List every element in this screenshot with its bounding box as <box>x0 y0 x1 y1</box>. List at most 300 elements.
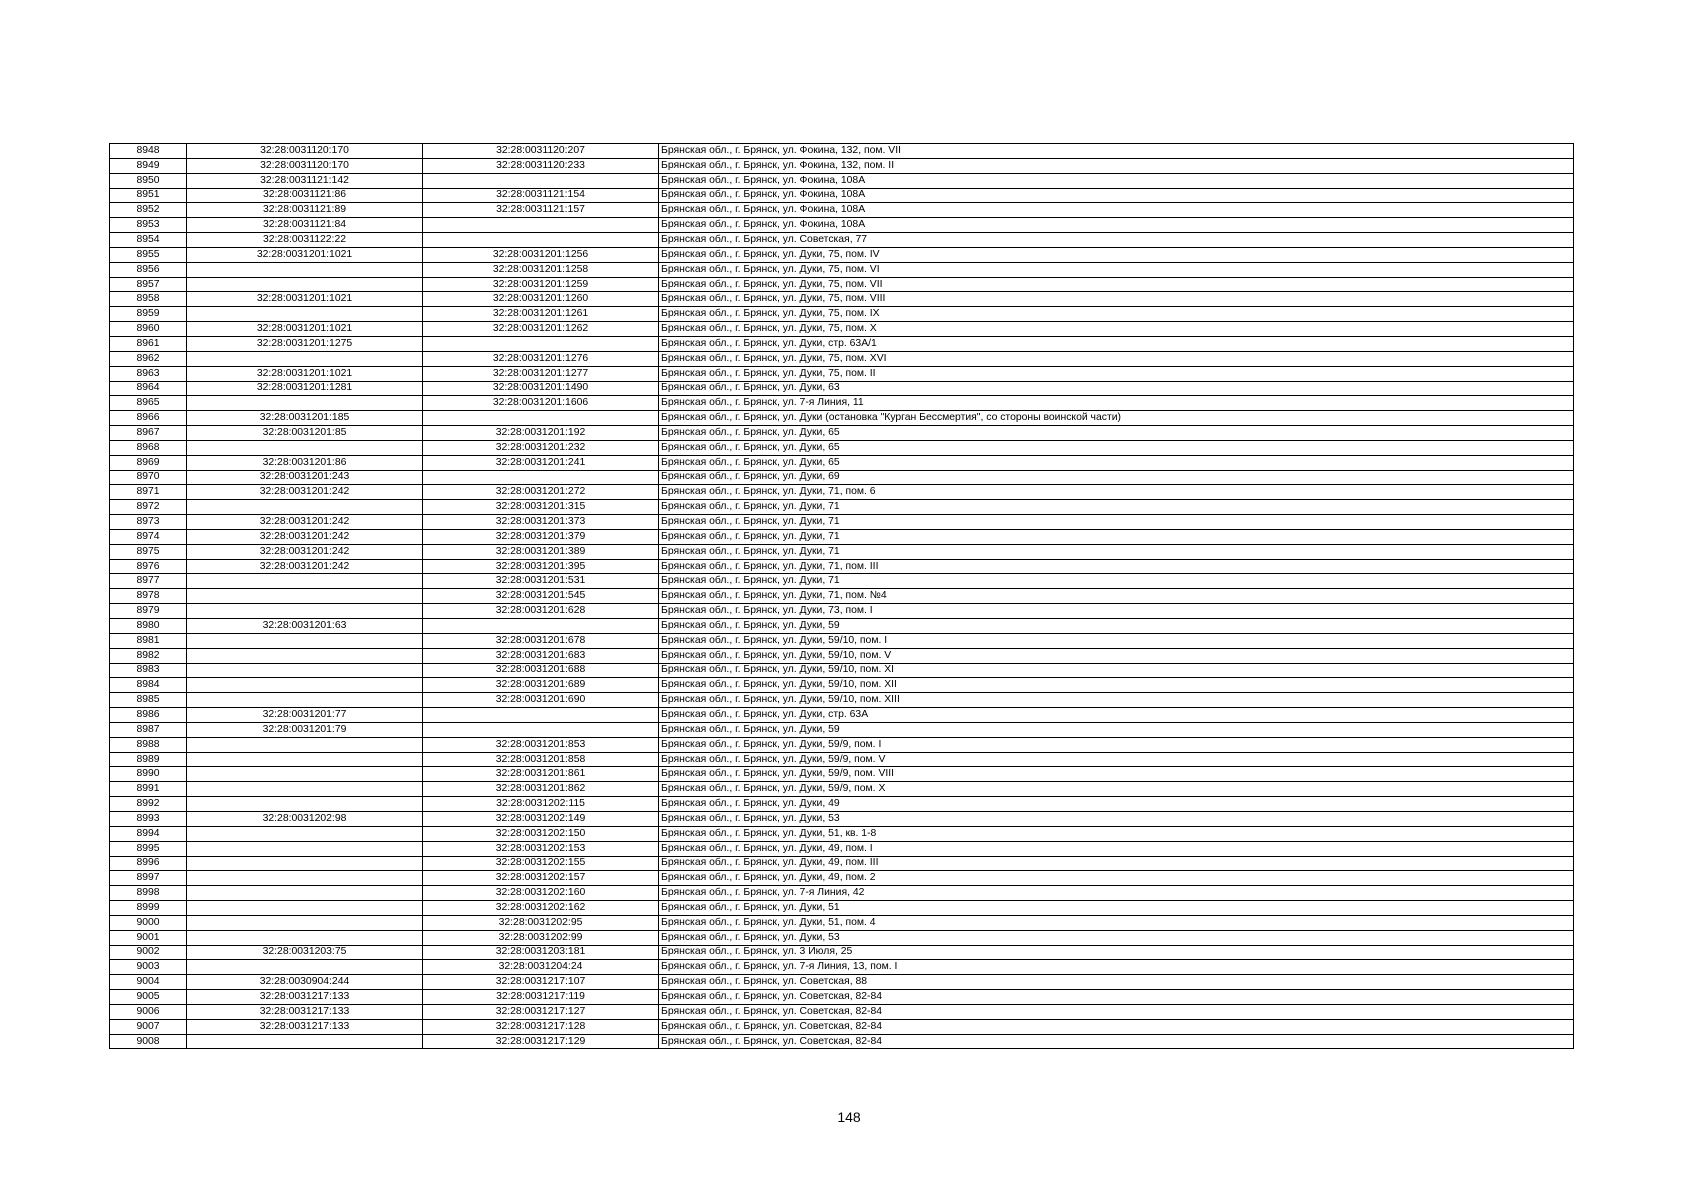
premises-cadastral-number-cell: 32:28:0031201:192 <box>423 426 659 441</box>
table-row <box>110 990 1574 1005</box>
table-row <box>110 901 1574 916</box>
address-cell: Брянская обл., г. Брянск, ул. Фокина, 108А <box>659 188 1574 203</box>
cadastral-number-cell: 32:28:0031201:1021 <box>187 322 423 337</box>
table-row <box>110 277 1574 292</box>
cadastral-number-cell: 32:28:0030904:244 <box>187 975 423 990</box>
premises-cadastral-number-cell <box>423 218 659 233</box>
row-number-cell: 8950 <box>110 173 187 188</box>
cadastral-number-cell: 32:28:0031201:242 <box>187 544 423 559</box>
address-cell: Брянская обл., г. Брянск, ул. 7-я Линия, 11 <box>659 396 1574 411</box>
cadastral-number-cell <box>187 856 423 871</box>
registry-table <box>109 143 1574 1049</box>
address-cell: Брянская обл., г. Брянск, ул. Дуки, 49 <box>659 797 1574 812</box>
premises-cadastral-number-cell: 32:28:0031201:678 <box>423 633 659 648</box>
cadastral-number-cell <box>187 663 423 678</box>
table-row <box>110 975 1574 990</box>
row-number-cell: 8967 <box>110 426 187 441</box>
address-cell: Брянская обл., г. Брянск, ул. Дуки, 51, пом. 4 <box>659 915 1574 930</box>
premises-cadastral-number-cell: 32:28:0031201:232 <box>423 440 659 455</box>
table-row <box>110 396 1574 411</box>
row-number-cell: 8988 <box>110 737 187 752</box>
row-number-cell: 8959 <box>110 307 187 322</box>
cadastral-number-cell <box>187 797 423 812</box>
table-row <box>110 544 1574 559</box>
cadastral-number-cell <box>187 1034 423 1049</box>
row-number-cell: 8964 <box>110 381 187 396</box>
cadastral-number-cell: 32:28:0031201:242 <box>187 559 423 574</box>
row-number-cell: 8999 <box>110 901 187 916</box>
cadastral-number-cell <box>187 351 423 366</box>
address-cell: Брянская обл., г. Брянск, ул. 3 Июля, 25 <box>659 945 1574 960</box>
address-cell: Брянская обл., г. Брянск, ул. Дуки, 75, пом. VIII <box>659 292 1574 307</box>
premises-cadastral-number-cell: 32:28:0031201:531 <box>423 574 659 589</box>
table-row <box>110 203 1574 218</box>
premises-cadastral-number-cell: 32:28:0031201:272 <box>423 485 659 500</box>
address-cell: Брянская обл., г. Брянск, ул. Дуки, 59/10, пом. V <box>659 648 1574 663</box>
row-number-cell: 9007 <box>110 1019 187 1034</box>
table-row <box>110 440 1574 455</box>
address-cell: Брянская обл., г. Брянск, ул. Дуки, 65 <box>659 426 1574 441</box>
table-row <box>110 1004 1574 1019</box>
row-number-cell: 9000 <box>110 915 187 930</box>
address-cell: Брянская обл., г. Брянск, ул. Советская, 82-84 <box>659 1034 1574 1049</box>
premises-cadastral-number-cell <box>423 173 659 188</box>
cadastral-number-cell: 32:28:0031120:170 <box>187 144 423 159</box>
table-row <box>110 233 1574 248</box>
cadastral-number-cell <box>187 960 423 975</box>
premises-cadastral-number-cell: 32:28:0031121:154 <box>423 188 659 203</box>
premises-cadastral-number-cell: 32:28:0031201:858 <box>423 752 659 767</box>
cadastral-number-cell <box>187 396 423 411</box>
row-number-cell: 8960 <box>110 322 187 337</box>
address-cell: Брянская обл., г. Брянск, ул. Дуки, 59/10, пом. XII <box>659 678 1574 693</box>
premises-cadastral-number-cell <box>423 619 659 634</box>
table-row <box>110 411 1574 426</box>
cadastral-number-cell <box>187 737 423 752</box>
cadastral-number-cell: 32:28:0031201:242 <box>187 529 423 544</box>
row-number-cell: 8990 <box>110 767 187 782</box>
address-cell: Брянская обл., г. Брянск, ул. Фокина, 132, пом. II <box>659 158 1574 173</box>
table-row <box>110 336 1574 351</box>
row-number-cell: 8956 <box>110 262 187 277</box>
table-row <box>110 455 1574 470</box>
cadastral-number-cell: 32:28:0031122:22 <box>187 233 423 248</box>
table-row <box>110 619 1574 634</box>
cadastral-number-cell <box>187 915 423 930</box>
premises-cadastral-number-cell: 32:28:0031201:1277 <box>423 366 659 381</box>
table-row <box>110 1019 1574 1034</box>
address-cell: Брянская обл., г. Брянск, ул. Дуки, 75, пом. IV <box>659 247 1574 262</box>
premises-cadastral-number-cell: 32:28:0031204:24 <box>423 960 659 975</box>
table-row <box>110 188 1574 203</box>
cadastral-number-cell <box>187 693 423 708</box>
premises-cadastral-number-cell: 32:28:0031202:162 <box>423 901 659 916</box>
address-cell: Брянская обл., г. Брянск, ул. Дуки, 71, пом. 6 <box>659 485 1574 500</box>
row-number-cell: 8991 <box>110 782 187 797</box>
premises-cadastral-number-cell: 32:28:0031203:181 <box>423 945 659 960</box>
cadastral-number-cell <box>187 262 423 277</box>
premises-cadastral-number-cell: 32:28:0031202:115 <box>423 797 659 812</box>
cadastral-number-cell: 32:28:0031201:1281 <box>187 381 423 396</box>
address-cell: Брянская обл., г. Брянск, ул. Дуки, 71 <box>659 574 1574 589</box>
table-row <box>110 500 1574 515</box>
address-cell: Брянская обл., г. Брянск, ул. Советская, 88 <box>659 975 1574 990</box>
row-number-cell: 8983 <box>110 663 187 678</box>
cadastral-number-cell: 32:28:0031120:170 <box>187 158 423 173</box>
table-row <box>110 797 1574 812</box>
row-number-cell: 8996 <box>110 856 187 871</box>
row-number-cell: 8985 <box>110 693 187 708</box>
row-number-cell: 8952 <box>110 203 187 218</box>
table-row <box>110 811 1574 826</box>
cadastral-number-cell <box>187 826 423 841</box>
premises-cadastral-number-cell: 32:28:0031201:379 <box>423 529 659 544</box>
row-number-cell: 8962 <box>110 351 187 366</box>
cadastral-number-cell: 32:28:0031121:142 <box>187 173 423 188</box>
address-cell: Брянская обл., г. Брянск, ул. Дуки, 75, пом. IX <box>659 307 1574 322</box>
address-cell: Брянская обл., г. Брянск, ул. Дуки, 65 <box>659 440 1574 455</box>
table-row <box>110 589 1574 604</box>
premises-cadastral-number-cell: 32:28:0031217:107 <box>423 975 659 990</box>
cadastral-number-cell: 32:28:0031201:1021 <box>187 292 423 307</box>
premises-cadastral-number-cell: 32:28:0031201:690 <box>423 693 659 708</box>
address-cell: Брянская обл., г. Брянск, ул. Дуки, 75, пом. II <box>659 366 1574 381</box>
premises-cadastral-number-cell: 32:28:0031201:689 <box>423 678 659 693</box>
row-number-cell: 8986 <box>110 708 187 723</box>
row-number-cell: 9008 <box>110 1034 187 1049</box>
row-number-cell: 8973 <box>110 515 187 530</box>
premises-cadastral-number-cell: 32:28:0031201:1276 <box>423 351 659 366</box>
cadastral-number-cell <box>187 589 423 604</box>
premises-cadastral-number-cell <box>423 470 659 485</box>
cadastral-number-cell <box>187 648 423 663</box>
table-row <box>110 930 1574 945</box>
row-number-cell: 8951 <box>110 188 187 203</box>
table-row <box>110 559 1574 574</box>
address-cell: Брянская обл., г. Брянск, ул. Дуки, стр. 63А <box>659 708 1574 723</box>
premises-cadastral-number-cell: 32:28:0031201:862 <box>423 782 659 797</box>
row-number-cell: 8958 <box>110 292 187 307</box>
row-number-cell: 8979 <box>110 604 187 619</box>
row-number-cell: 8948 <box>110 144 187 159</box>
cadastral-number-cell <box>187 886 423 901</box>
row-number-cell: 9002 <box>110 945 187 960</box>
cadastral-number-cell: 32:28:0031201:79 <box>187 722 423 737</box>
premises-cadastral-number-cell: 32:28:0031201:1258 <box>423 262 659 277</box>
address-cell: Брянская обл., г. Брянск, ул. Дуки, 59/9, пом. X <box>659 782 1574 797</box>
premises-cadastral-number-cell: 32:28:0031202:153 <box>423 841 659 856</box>
row-number-cell: 8949 <box>110 158 187 173</box>
table-row <box>110 856 1574 871</box>
cadastral-number-cell: 32:28:0031201:1021 <box>187 366 423 381</box>
premises-cadastral-number-cell: 32:28:0031120:233 <box>423 158 659 173</box>
table-row <box>110 144 1574 159</box>
row-number-cell: 8995 <box>110 841 187 856</box>
address-cell: Брянская обл., г. Брянск, ул. Дуки, 59/10, пом. XI <box>659 663 1574 678</box>
cadastral-number-cell: 32:28:0031121:86 <box>187 188 423 203</box>
address-cell: Брянская обл., г. Брянск, ул. Дуки, 69 <box>659 470 1574 485</box>
table-row <box>110 262 1574 277</box>
row-number-cell: 8966 <box>110 411 187 426</box>
address-cell: Брянская обл., г. Брянск, ул. Дуки, 71 <box>659 529 1574 544</box>
premises-cadastral-number-cell: 32:28:0031202:95 <box>423 915 659 930</box>
premises-cadastral-number-cell: 32:28:0031201:389 <box>423 544 659 559</box>
premises-cadastral-number-cell: 32:28:0031217:119 <box>423 990 659 1005</box>
cadastral-number-cell <box>187 767 423 782</box>
cadastral-number-cell <box>187 440 423 455</box>
row-number-cell: 8969 <box>110 455 187 470</box>
row-number-cell: 8965 <box>110 396 187 411</box>
cadastral-number-cell <box>187 307 423 322</box>
premises-cadastral-number-cell: 32:28:0031201:853 <box>423 737 659 752</box>
address-cell: Брянская обл., г. Брянск, ул. 7-я Линия, 13, пом. I <box>659 960 1574 975</box>
premises-cadastral-number-cell <box>423 233 659 248</box>
cadastral-number-cell: 32:28:0031217:133 <box>187 990 423 1005</box>
address-cell: Брянская обл., г. Брянск, ул. Дуки, 75, пом. VI <box>659 262 1574 277</box>
row-number-cell: 8980 <box>110 619 187 634</box>
table-row <box>110 426 1574 441</box>
address-cell: Брянская обл., г. Брянск, ул. Дуки, 59/9, пом. I <box>659 737 1574 752</box>
table-row <box>110 604 1574 619</box>
table-row <box>110 945 1574 960</box>
address-cell: Брянская обл., г. Брянск, ул. Дуки, 75, пом. X <box>659 322 1574 337</box>
premises-cadastral-number-cell: 32:28:0031201:315 <box>423 500 659 515</box>
premises-cadastral-number-cell: 32:28:0031201:241 <box>423 455 659 470</box>
table-row <box>110 247 1574 262</box>
table-row <box>110 708 1574 723</box>
table-row <box>110 381 1574 396</box>
address-cell: Брянская обл., г. Брянск, ул. Дуки, 73, пом. I <box>659 604 1574 619</box>
table-row <box>110 737 1574 752</box>
table-row <box>110 678 1574 693</box>
row-number-cell: 9005 <box>110 990 187 1005</box>
cadastral-number-cell: 32:28:0031217:133 <box>187 1019 423 1034</box>
premises-cadastral-number-cell: 32:28:0031201:395 <box>423 559 659 574</box>
table-row <box>110 648 1574 663</box>
page-number: 148 <box>837 1109 861 1125</box>
table-row <box>110 915 1574 930</box>
address-cell: Брянская обл., г. Брянск, ул. Фокина, 132, пом. VII <box>659 144 1574 159</box>
address-cell: Брянская обл., г. Брянск, ул. Советская, 82-84 <box>659 1019 1574 1034</box>
cadastral-number-cell: 32:28:0031201:243 <box>187 470 423 485</box>
cadastral-number-cell: 32:28:0031121:84 <box>187 218 423 233</box>
row-number-cell: 8993 <box>110 811 187 826</box>
table-row <box>110 470 1574 485</box>
premises-cadastral-number-cell: 32:28:0031217:128 <box>423 1019 659 1034</box>
cadastral-number-cell: 32:28:0031217:133 <box>187 1004 423 1019</box>
address-cell: Брянская обл., г. Брянск, ул. Дуки, 59/10, пом. I <box>659 633 1574 648</box>
table-row <box>110 633 1574 648</box>
premises-cadastral-number-cell: 32:28:0031201:1490 <box>423 381 659 396</box>
address-cell: Брянская обл., г. Брянск, ул. Дуки, 59/9, пом. VIII <box>659 767 1574 782</box>
row-number-cell: 9006 <box>110 1004 187 1019</box>
cadastral-number-cell: 32:28:0031201:85 <box>187 426 423 441</box>
table-row <box>110 515 1574 530</box>
premises-cadastral-number-cell: 32:28:0031202:157 <box>423 871 659 886</box>
cadastral-number-cell: 32:28:0031201:86 <box>187 455 423 470</box>
table-row <box>110 574 1574 589</box>
row-number-cell: 9001 <box>110 930 187 945</box>
cadastral-number-cell: 32:28:0031201:1021 <box>187 247 423 262</box>
cadastral-number-cell: 32:28:0031201:185 <box>187 411 423 426</box>
cadastral-number-cell <box>187 277 423 292</box>
row-number-cell: 8961 <box>110 336 187 351</box>
address-cell: Брянская обл., г. Брянск, ул. Дуки, стр. 63А/1 <box>659 336 1574 351</box>
premises-cadastral-number-cell: 32:28:0031202:149 <box>423 811 659 826</box>
row-number-cell: 8981 <box>110 633 187 648</box>
premises-cadastral-number-cell: 32:28:0031120:207 <box>423 144 659 159</box>
table-row <box>110 693 1574 708</box>
premises-cadastral-number-cell: 32:28:0031201:1261 <box>423 307 659 322</box>
row-number-cell: 8957 <box>110 277 187 292</box>
premises-cadastral-number-cell: 32:28:0031201:688 <box>423 663 659 678</box>
row-number-cell: 8953 <box>110 218 187 233</box>
cadastral-number-cell: 32:28:0031201:77 <box>187 708 423 723</box>
cadastral-number-cell: 32:28:0031201:242 <box>187 515 423 530</box>
address-cell: Брянская обл., г. Брянск, ул. Дуки, 51 <box>659 901 1574 916</box>
row-number-cell: 8992 <box>110 797 187 812</box>
premises-cadastral-number-cell: 32:28:0031201:373 <box>423 515 659 530</box>
cadastral-number-cell <box>187 930 423 945</box>
premises-cadastral-number-cell: 32:28:0031217:129 <box>423 1034 659 1049</box>
table-row <box>110 1034 1574 1049</box>
premises-cadastral-number-cell: 32:28:0031202:160 <box>423 886 659 901</box>
cadastral-number-cell <box>187 633 423 648</box>
address-cell: Брянская обл., г. Брянск, ул. Советская, 82-84 <box>659 1004 1574 1019</box>
cadastral-number-cell: 32:28:0031201:63 <box>187 619 423 634</box>
cadastral-number-cell <box>187 678 423 693</box>
address-cell: Брянская обл., г. Брянск, ул. Дуки, 65 <box>659 455 1574 470</box>
premises-cadastral-number-cell: 32:28:0031121:157 <box>423 203 659 218</box>
premises-cadastral-number-cell <box>423 411 659 426</box>
premises-cadastral-number-cell: 32:28:0031201:1256 <box>423 247 659 262</box>
premises-cadastral-number-cell: 32:28:0031201:545 <box>423 589 659 604</box>
address-cell: Брянская обл., г. Брянск, ул. Фокина, 108А <box>659 203 1574 218</box>
row-number-cell: 8998 <box>110 886 187 901</box>
address-cell: Брянская обл., г. Брянск, ул. Дуки, 59/9, пом. V <box>659 752 1574 767</box>
cadastral-number-cell <box>187 604 423 619</box>
table-row <box>110 663 1574 678</box>
cadastral-number-cell <box>187 901 423 916</box>
address-cell: Брянская обл., г. Брянск, ул. Дуки, 75, пом. VII <box>659 277 1574 292</box>
cadastral-number-cell: 32:28:0031121:89 <box>187 203 423 218</box>
row-number-cell: 8975 <box>110 544 187 559</box>
table-row <box>110 322 1574 337</box>
address-cell: Брянская обл., г. Брянск, ул. Советская, 77 <box>659 233 1574 248</box>
address-cell: Брянская обл., г. Брянск, ул. Дуки, 71, пом. №4 <box>659 589 1574 604</box>
cadastral-number-cell: 32:28:0031203:75 <box>187 945 423 960</box>
row-number-cell: 8972 <box>110 500 187 515</box>
table-row <box>110 722 1574 737</box>
row-number-cell: 8970 <box>110 470 187 485</box>
row-number-cell: 9003 <box>110 960 187 975</box>
premises-cadastral-number-cell: 32:28:0031202:155 <box>423 856 659 871</box>
table-row <box>110 307 1574 322</box>
address-cell: Брянская обл., г. Брянск, ул. Дуки, 59/10, пом. XIII <box>659 693 1574 708</box>
premises-cadastral-number-cell: 32:28:0031201:1259 <box>423 277 659 292</box>
registry-table-body <box>110 144 1574 1049</box>
row-number-cell: 8978 <box>110 589 187 604</box>
premises-cadastral-number-cell: 32:28:0031202:150 <box>423 826 659 841</box>
premises-cadastral-number-cell <box>423 708 659 723</box>
row-number-cell: 8955 <box>110 247 187 262</box>
premises-cadastral-number-cell <box>423 336 659 351</box>
address-cell: Брянская обл., г. Брянск, ул. Дуки, 75, пом. XVI <box>659 351 1574 366</box>
cadastral-number-cell <box>187 574 423 589</box>
table-row <box>110 960 1574 975</box>
address-cell: Брянская обл., г. Брянск, ул. Дуки, 71 <box>659 544 1574 559</box>
table-row <box>110 485 1574 500</box>
address-cell: Брянская обл., г. Брянск, ул. Дуки, 71 <box>659 515 1574 530</box>
premises-cadastral-number-cell: 32:28:0031201:1260 <box>423 292 659 307</box>
table-row <box>110 752 1574 767</box>
row-number-cell: 8997 <box>110 871 187 886</box>
table-row <box>110 841 1574 856</box>
cadastral-number-cell <box>187 500 423 515</box>
table-row <box>110 366 1574 381</box>
row-number-cell: 8989 <box>110 752 187 767</box>
cadastral-number-cell: 32:28:0031202:98 <box>187 811 423 826</box>
row-number-cell: 8954 <box>110 233 187 248</box>
cadastral-number-cell <box>187 752 423 767</box>
table-row <box>110 158 1574 173</box>
table-row <box>110 826 1574 841</box>
premises-cadastral-number-cell <box>423 722 659 737</box>
premises-cadastral-number-cell: 32:28:0031201:1606 <box>423 396 659 411</box>
address-cell: Брянская обл., г. Брянск, ул. Дуки, 53 <box>659 811 1574 826</box>
table-row <box>110 218 1574 233</box>
address-cell: Брянская обл., г. Брянск, ул. Дуки, 71 <box>659 500 1574 515</box>
premises-cadastral-number-cell: 32:28:0031201:1262 <box>423 322 659 337</box>
cadastral-number-cell <box>187 782 423 797</box>
table-row <box>110 351 1574 366</box>
row-number-cell: 8976 <box>110 559 187 574</box>
address-cell: Брянская обл., г. Брянск, ул. Советская, 82-84 <box>659 990 1574 1005</box>
premises-cadastral-number-cell: 32:28:0031217:127 <box>423 1004 659 1019</box>
cadastral-number-cell <box>187 871 423 886</box>
table-row <box>110 871 1574 886</box>
cadastral-number-cell: 32:28:0031201:242 <box>187 485 423 500</box>
premises-cadastral-number-cell: 32:28:0031201:683 <box>423 648 659 663</box>
row-number-cell: 8984 <box>110 678 187 693</box>
cadastral-number-cell <box>187 841 423 856</box>
address-cell: Брянская обл., г. Брянск, ул. Дуки, 49, пом. I <box>659 841 1574 856</box>
cadastral-number-cell: 32:28:0031201:1275 <box>187 336 423 351</box>
address-cell: Брянская обл., г. Брянск, ул. Фокина, 108А <box>659 173 1574 188</box>
address-cell: Брянская обл., г. Брянск, ул. Дуки, 71, пом. III <box>659 559 1574 574</box>
address-cell: Брянская обл., г. Брянск, ул. 7-я Линия, 42 <box>659 886 1574 901</box>
table-row <box>110 529 1574 544</box>
address-cell: Брянская обл., г. Брянск, ул. Дуки, 51, кв. 1-8 <box>659 826 1574 841</box>
table-row <box>110 886 1574 901</box>
address-cell: Брянская обл., г. Брянск, ул. Дуки, 49, пом. III <box>659 856 1574 871</box>
table-row <box>110 782 1574 797</box>
premises-cadastral-number-cell: 32:28:0031202:99 <box>423 930 659 945</box>
address-cell: Брянская обл., г. Брянск, ул. Дуки, 59 <box>659 619 1574 634</box>
address-cell: Брянская обл., г. Брянск, ул. Дуки, 49, пом. 2 <box>659 871 1574 886</box>
table-row <box>110 292 1574 307</box>
row-number-cell: 8971 <box>110 485 187 500</box>
row-number-cell: 8982 <box>110 648 187 663</box>
row-number-cell: 8994 <box>110 826 187 841</box>
row-number-cell: 8968 <box>110 440 187 455</box>
row-number-cell: 8963 <box>110 366 187 381</box>
address-cell: Брянская обл., г. Брянск, ул. Фокина, 108А <box>659 218 1574 233</box>
premises-cadastral-number-cell: 32:28:0031201:628 <box>423 604 659 619</box>
row-number-cell: 9004 <box>110 975 187 990</box>
address-cell: Брянская обл., г. Брянск, ул. Дуки, 53 <box>659 930 1574 945</box>
address-cell: Брянская обл., г. Брянск, ул. Дуки, 59 <box>659 722 1574 737</box>
